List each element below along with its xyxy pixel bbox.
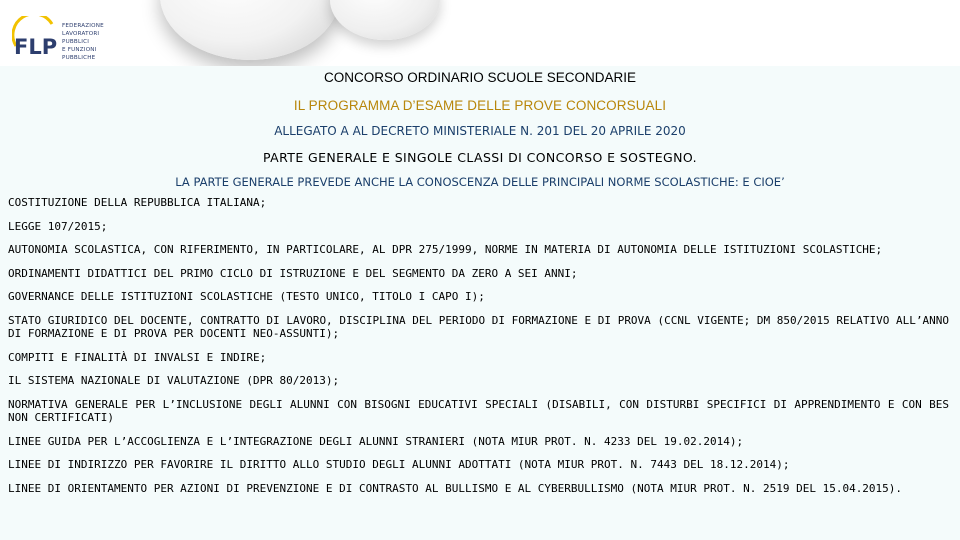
norms-list <box>8 196 949 505</box>
list-item: COSTITUZIONE DELLA REPUBBLICA ITALIANA; <box>8 196 267 209</box>
section-intro: LA PARTE GENERALE PREVEDE ANCHE LA CONOSCENZA DELLE PRINCIPALI NORME SCOLASTICHE: E CIOE’ <box>175 175 785 189</box>
list-item: GOVERNANCE DELLE ISTITUZIONI SCOLASTICHE (TESTO UNICO, TITOLO I CAPO I); <box>8 290 485 303</box>
logo-line: E FUNZIONI PUBBLICHE <box>62 47 97 61</box>
decorative-pill-shape <box>160 0 340 60</box>
section-heading: PARTE GENERALE E SINGOLE CLASSI DI CONCORSO E SOSTEGNO. <box>263 150 697 165</box>
logo-line: LAVORATORI PUBBLICI <box>62 31 100 45</box>
list-item: ORDINAMENTI DIDATTICI DEL PRIMO CICLO DI ISTRUZIONE E DEL SEGMENTO DA ZERO A SEI ANNI; <box>8 266 578 280</box>
list-item: NORMATIVA GENERALE PER L’INCLUSIONE DEGLI ALUNNI CON BISOGNI EDUCATIVI SPECIALI (DISABILI, CON DISTURBI SPECIFICI DI APPRENDIMENTO E CON BES NON CERTIFICATI) <box>8 397 949 424</box>
list-item: LINEE GUIDA PER L’ACCOGLIENZA E L’INTEGRAZIONE DEGLI ALUNNI STRANIERI (NOTA MIUR PROT. N. 4233 DEL 19.02.2014); <box>8 434 744 448</box>
page-title: CONCORSO ORDINARIO SCUOLE SECONDARIE <box>323 70 637 85</box>
list-item: LINEE DI ORIENTAMENTO PER AZIONI DI PREVENZIONE E DI CONTRASTO AL BULLISMO E AL CYBERBULLISMO (NOTA MIUR PROT. N. 2519 DEL 15.04.2015). <box>8 481 903 495</box>
logo-line: FEDERAZIONE <box>62 23 104 29</box>
list-item: AUTONOMIA SCOLASTICA, CON RIFERIMENTO, IN PARTICOLARE, AL DPR 275/1999, NORME IN MATERIA DI AUTONOMIA DELLE ISTITUZIONI SCOLASTICHE; <box>8 243 883 256</box>
flp-logo <box>12 16 122 60</box>
logo-text <box>62 22 122 62</box>
list-item: LEGGE 107/2015; <box>8 219 108 233</box>
list-item: IL SISTEMA NAZIONALE DI VALUTAZIONE (DPR 80/2013); <box>8 374 340 387</box>
logo-mark-text: FLP <box>14 35 58 59</box>
decree-reference: ALLEGATO A AL DECRETO MINISTERIALE N. 201 DEL 20 APRILE 2020 <box>274 124 686 138</box>
page-subtitle: IL PROGRAMMA D’ESAME DELLE PROVE CONCORSUALI <box>293 98 667 113</box>
list-item: COMPITI E FINALITÀ DI INVALSI E INDIRE; <box>8 350 267 364</box>
list-item: STATO GIURIDICO DEL DOCENTE, CONTRATTO DI LAVORO, DISCIPLINA DEL PERIODO DI FORMAZIONE E DI PROVA (CCNL VIGENTE; DM 850/2015 RELATIVO ALL’ANNO DI FORMAZIONE E DI PROVA PER DOCENTI NEO-ASSUNTI); <box>8 313 949 340</box>
header-banner <box>0 0 960 66</box>
flp-logo-mark <box>12 16 60 60</box>
list-item: LINEE DI INDIRIZZO PER FAVORIRE IL DIRITTO ALLO STUDIO DEGLI ALUNNI ADOTTATI (NOTA MIUR PROT. N. 7443 DEL 18.12.2014); <box>8 458 790 471</box>
decorative-pill-shape-small <box>330 0 440 40</box>
